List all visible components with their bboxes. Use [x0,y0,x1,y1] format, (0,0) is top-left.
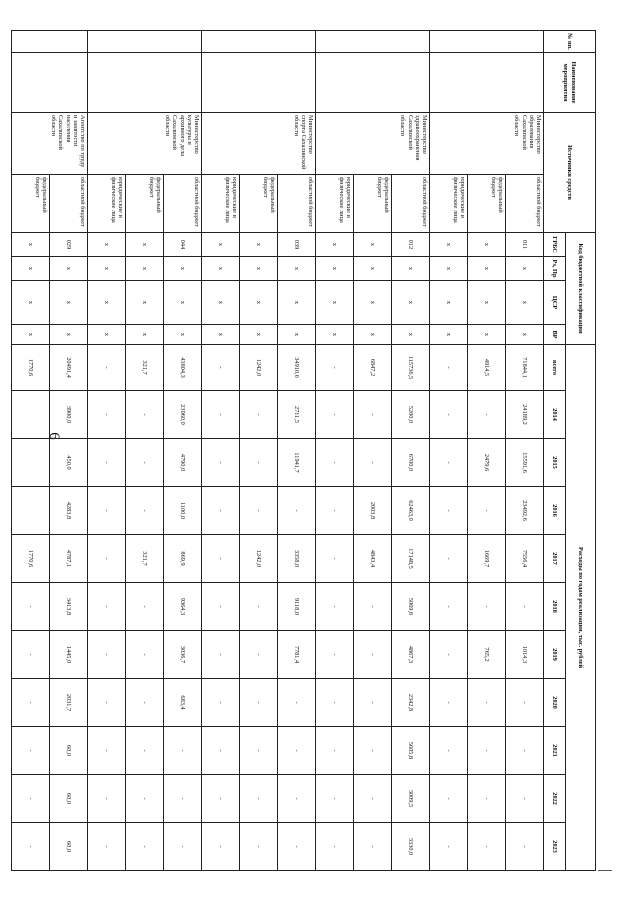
year-value-cell: - [354,727,392,775]
year-value-cell: - [430,583,468,631]
csr-cell: x [316,281,354,325]
year-value-cell: 1100,0 [164,487,202,535]
grbs-cell: x [240,233,278,257]
year-value-cell: - [88,823,126,871]
header-year: 2023 [544,823,566,871]
table-row [392,31,430,871]
vr-cell: x [468,325,506,345]
year-value-cell: 24189,2 [506,391,544,439]
table-body [12,31,544,871]
year-value-cell: 23960,0 [164,391,202,439]
header-year: 2022 [544,775,566,823]
year-value-cell: 3036,7 [164,631,202,679]
ministry-cell: Министерство культуры и архивного дела Сахалинской области [88,113,202,175]
row-number-cell [430,31,544,53]
year-value-cell: - [240,631,278,679]
year-value-cell: - [126,487,164,535]
vr-cell: x [392,325,430,345]
year-value-cell: 60,0 [50,823,88,871]
year-value-cell: 23492,6 [506,487,544,535]
year-value-cell: 4843,4 [354,535,392,583]
grbs-cell: x [354,233,392,257]
year-value-cell: 9364,3 [164,583,202,631]
year-value-cell: 3358,0 [278,535,316,583]
year-value-cell: - [12,823,50,871]
year-value-cell: - [316,391,354,439]
year-value-cell: - [164,823,202,871]
source-cell: юридические и физические лица [88,175,126,233]
year-value-cell: 5200,0 [392,391,430,439]
source-cell: федеральный бюджет [126,175,164,233]
year-value-cell: 1014,3 [506,631,544,679]
year-value-cell: - [354,823,392,871]
csr-cell: x [430,281,468,325]
grbs-cell: x [202,233,240,257]
total-cell: 321,7 [126,345,164,391]
year-value-cell: 1445,0 [50,631,88,679]
rzpr-cell: x [202,257,240,281]
year-value-cell: - [430,823,468,871]
year-value-cell: - [468,727,506,775]
year-value-cell: 869,9 [164,535,202,583]
rzpr-cell: x [50,257,88,281]
rzpr-cell: x [354,257,392,281]
header-year: 2014 [544,391,566,439]
year-value-cell: - [12,583,50,631]
year-value-cell: 5605,8 [392,727,430,775]
year-value-cell: 3330,0 [392,823,430,871]
rzpr-cell: x [506,257,544,281]
csr-cell: x [12,281,50,325]
csr-cell: x [50,281,88,325]
header-year: 2017 [544,535,566,583]
vr-cell: x [506,325,544,345]
header-source: Источники средств [544,113,596,233]
rzpr-cell: x [430,257,468,281]
vr-cell: x [202,325,240,345]
source-cell: федеральный бюджет [12,175,50,233]
year-value-cell [12,487,50,535]
year-value-cell: 3900,0 [50,391,88,439]
table-row [50,31,88,871]
year-value-cell: 17148,5 [392,535,430,583]
csr-cell: x [354,281,392,325]
year-value-cell: - [354,439,392,487]
year-value-cell: - [278,823,316,871]
header-csr: ЦСР [544,281,566,325]
year-value-cell: - [240,775,278,823]
ministry-cell: Министерство спорта Сахалинской области [202,113,316,175]
row-number-cell [202,31,316,53]
year-value-cell: - [240,679,278,727]
year-value-cell: - [88,391,126,439]
year-value-cell: - [354,775,392,823]
source-cell: областной бюджет [278,175,316,233]
total-cell: 43804,3 [164,345,202,391]
year-value-cell: - [88,487,126,535]
year-value-cell: - [88,631,126,679]
year-value-cell: - [202,535,240,583]
rzpr-cell: x [164,257,202,281]
year-value-cell: 1242,0 [240,535,278,583]
year-value-cell: 321,7 [126,535,164,583]
header-no: № пп. [544,31,596,53]
source-cell: федеральный бюджет [468,175,506,233]
csr-cell: x [392,281,430,325]
header-year: 2021 [544,727,566,775]
grbs-cell: x [88,233,126,257]
year-value-cell: - [468,679,506,727]
csr-cell: x [126,281,164,325]
source-cell: юридические и физические лица [430,175,468,233]
csr-cell: x [88,281,126,325]
year-value-cell: 450,0 [50,439,88,487]
header-grbs: ГРБС [544,233,566,257]
year-value-cell: 1770,6 [12,535,50,583]
year-value-cell: - [88,583,126,631]
table-row [164,31,202,871]
year-value-cell: 60,0 [50,727,88,775]
grbs-cell: x [12,233,50,257]
ministry-cell: Министерство образования Сахалинской области [430,113,544,175]
year-value-cell: - [354,679,392,727]
year-value-cell: 5069,6 [392,583,430,631]
year-value-cell: - [278,679,316,727]
total-cell: 4914,5 [468,345,506,391]
total-cell: 115736,5 [392,345,430,391]
vr-cell: x [164,325,202,345]
year-value-cell: 7781,4 [278,631,316,679]
year-value-cell: - [316,631,354,679]
total-cell: - [316,345,354,391]
header-year: 2018 [544,583,566,631]
year-value-cell: - [316,775,354,823]
year-value-cell: - [430,679,468,727]
rzpr-cell: x [278,257,316,281]
year-value-cell: - [202,391,240,439]
csr-cell: x [202,281,240,325]
header-vr: ВР [544,325,566,345]
year-value-cell: - [126,727,164,775]
source-cell: юридические и физические лица [316,175,354,233]
year-value-cell: - [88,775,126,823]
year-value-cell: 2479,6 [468,439,506,487]
year-value-cell: - [126,775,164,823]
csr-cell: x [240,281,278,325]
total-cell: - [88,345,126,391]
event-cell [12,53,88,113]
vr-cell: x [12,325,50,345]
year-value-cell: - [316,439,354,487]
vr-cell: x [50,325,88,345]
event-cell [316,53,430,113]
year-value-cell: - [126,439,164,487]
year-value-cell: 3009,5 [392,775,430,823]
source-cell: юридические и физические лица [202,175,240,233]
rzpr-cell: x [88,257,126,281]
year-value-cell: 4867,3 [392,631,430,679]
header-total: всего [544,345,566,391]
row-number-cell [88,31,202,53]
year-value-cell: 15591,6 [506,439,544,487]
rzpr-cell: x [12,257,50,281]
year-value-cell: - [88,727,126,775]
year-value-cell: 3413,8 [50,583,88,631]
grbs-cell: 039 [278,233,316,257]
year-value-cell: - [202,679,240,727]
year-value-cell: 4790,0 [164,439,202,487]
row-number-cell [316,31,430,53]
year-value-cell: - [316,535,354,583]
year-value-cell: - [202,727,240,775]
rzpr-cell: x [240,257,278,281]
vr-cell: x [88,325,126,345]
source-cell: областной бюджет [506,175,544,233]
year-value-cell: - [240,439,278,487]
year-value-cell: - [88,439,126,487]
year-value-cell: - [240,727,278,775]
year-value-cell: - [354,583,392,631]
budget-table [11,30,596,871]
year-value-cell: - [506,679,544,727]
header-year: 2016 [544,487,566,535]
rzpr-cell: x [316,257,354,281]
year-value-cell: - [430,727,468,775]
year-value-cell: 2342,8 [392,679,430,727]
vr-cell: x [354,325,392,345]
total-cell: 1770,6 [12,345,50,391]
table-row [506,31,544,871]
header-codes: Код бюджетной классификации [566,233,596,345]
year-value-cell: - [12,631,50,679]
year-value-cell: - [468,391,506,439]
header-expenses: Расходы по годам реализации, тыс. рублей [566,345,596,871]
source-cell: областной бюджет [50,175,88,233]
year-value-cell: - [240,583,278,631]
rzpr-cell: x [392,257,430,281]
year-value-cell: - [126,391,164,439]
year-value-cell: - [12,775,50,823]
event-cell [88,53,202,113]
vr-cell: x [316,325,354,345]
year-value-cell: - [468,775,506,823]
vr-cell: x [430,325,468,345]
vr-cell: x [278,325,316,345]
grbs-cell: x [430,233,468,257]
grbs-cell: 044 [164,233,202,257]
year-value-cell: - [354,631,392,679]
year-value-cell: - [164,775,202,823]
grbs-cell: 011 [506,233,544,257]
year-value-cell: - [240,391,278,439]
total-cell: 20491,4 [50,345,88,391]
rzpr-cell: x [468,257,506,281]
total-cell: 6847,2 [354,345,392,391]
year-value-cell: - [240,823,278,871]
year-value-cell: - [202,487,240,535]
year-value-cell: - [506,775,544,823]
year-value-cell: - [202,823,240,871]
year-value-cell: 2711,5 [278,391,316,439]
csr-cell: x [278,281,316,325]
year-value-cell: 6700,0 [392,439,430,487]
year-value-cell: - [430,775,468,823]
year-value-cell: - [430,631,468,679]
year-value-cell: 683,4 [164,679,202,727]
year-value-cell: 4787,1 [50,535,88,583]
year-value-cell: - [278,775,316,823]
total-cell: 34910,6 [278,345,316,391]
year-value-cell: 2031,7 [50,679,88,727]
year-value-cell [12,391,50,439]
header-year: 2019 [544,631,566,679]
header-year: 2015 [544,439,566,487]
csr-cell: x [506,281,544,325]
year-value-cell: - [430,535,468,583]
year-value-cell: - [354,391,392,439]
year-value-cell: - [126,823,164,871]
year-value-cell: 7556,4 [506,535,544,583]
year-value-cell: - [468,583,506,631]
year-value-cell: - [12,679,50,727]
event-cell [430,53,544,113]
source-cell: федеральный бюджет [240,175,278,233]
year-value-cell: - [88,535,126,583]
source-cell: областной бюджет [392,175,430,233]
page-number: 6 [46,432,62,440]
vr-cell: x [240,325,278,345]
header-year: 2020 [544,679,566,727]
year-value-cell: - [506,823,544,871]
year-value-cell: - [202,631,240,679]
source-cell: областной бюджет [164,175,202,233]
year-value-cell: - [12,727,50,775]
year-value-cell: 60,0 [50,775,88,823]
ministry-cell: Агентство по труду и занятости населения Сахалинской области [12,113,88,175]
vr-cell: x [126,325,164,345]
event-cell [202,53,316,113]
header-rzpr: Рз, Пр [544,257,566,281]
total-cell: 71844,1 [506,345,544,391]
year-value-cell: - [506,727,544,775]
year-value-cell: - [468,823,506,871]
year-value-cell: - [126,631,164,679]
year-value-cell: - [164,727,202,775]
total-cell: - [202,345,240,391]
year-value-cell: - [88,679,126,727]
header-event: Наименование мероприятия [544,53,596,113]
year-value-cell: 9118,0 [278,583,316,631]
year-value-cell: - [202,439,240,487]
year-value-cell: - [202,583,240,631]
year-value-cell: - [316,583,354,631]
year-value-cell: - [316,679,354,727]
year-value-cell [12,439,50,487]
csr-cell: x [468,281,506,325]
margin-mark [598,870,612,871]
grbs-cell: x [126,233,164,257]
grbs-cell: x [316,233,354,257]
year-value-cell: - [126,583,164,631]
total-cell: - [430,345,468,391]
year-value-cell: - [202,775,240,823]
year-value-cell: 4283,8 [50,487,88,535]
grbs-cell: 029 [50,233,88,257]
year-value-cell: 2003,8 [354,487,392,535]
year-value-cell: 11941,7 [278,439,316,487]
grbs-cell: 012 [392,233,430,257]
rotated-table-container [27,30,596,870]
year-value-cell: 1669,7 [468,535,506,583]
year-value-cell: 765,2 [468,631,506,679]
table-row [278,31,316,871]
year-value-cell: - [316,823,354,871]
year-value-cell: - [506,583,544,631]
year-value-cell: 62463,0 [392,487,430,535]
year-value-cell: - [430,439,468,487]
year-value-cell: - [316,727,354,775]
source-cell: федеральный бюджет [354,175,392,233]
total-cell: 1242,0 [240,345,278,391]
year-value-cell: - [278,487,316,535]
year-value-cell: - [430,487,468,535]
year-value-cell: - [468,487,506,535]
ministry-cell: Министерство здравоохранения Сахалинской области [316,113,430,175]
year-value-cell: - [316,487,354,535]
year-value-cell: - [430,391,468,439]
year-value-cell: - [126,679,164,727]
year-value-cell: - [278,727,316,775]
csr-cell: x [164,281,202,325]
grbs-cell: x [468,233,506,257]
row-number-cell [12,31,88,53]
table-header [544,31,596,871]
rzpr-cell: x [126,257,164,281]
year-value-cell: - [240,487,278,535]
